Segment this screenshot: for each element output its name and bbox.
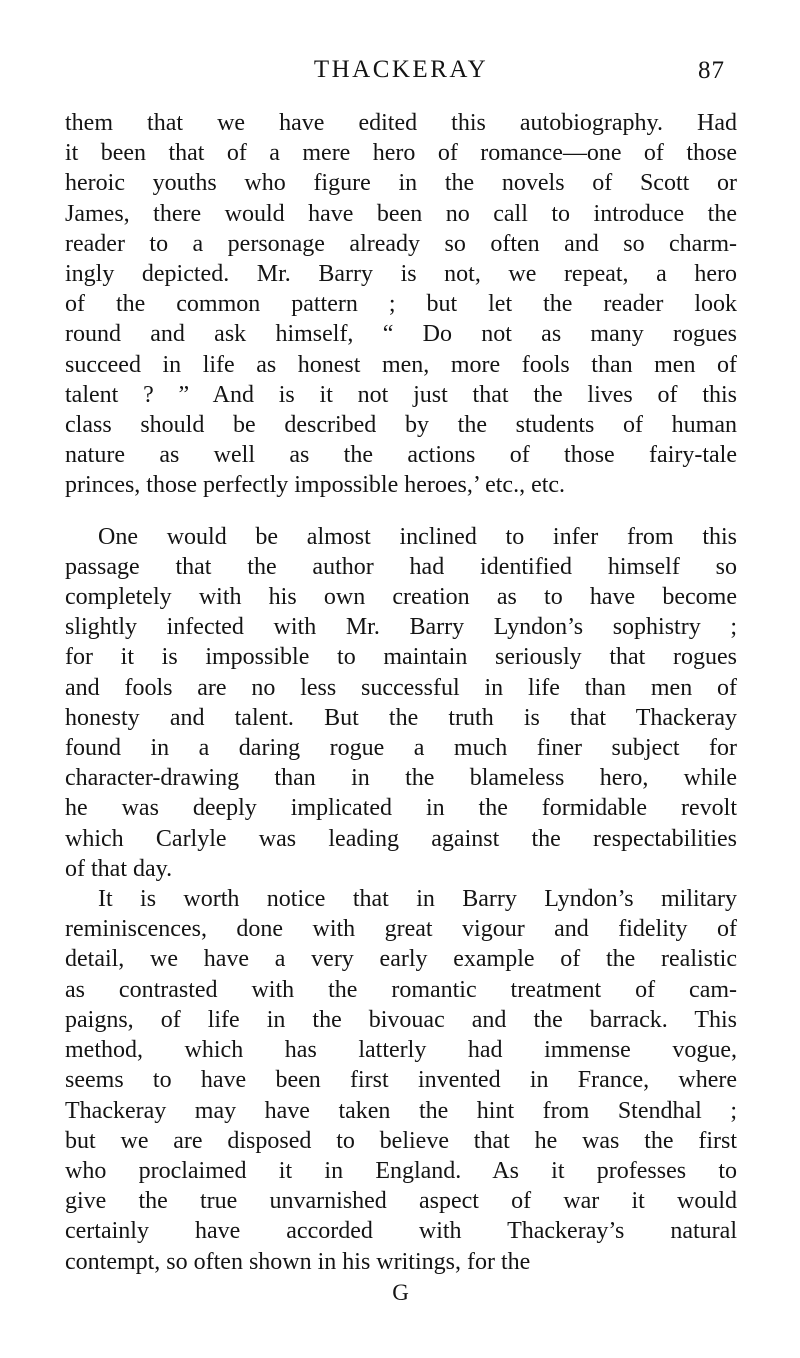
text-line: James, there would have been no call to introduce the [65, 200, 737, 227]
text-line: them that we have edited this autobiography. Had [65, 110, 737, 136]
text-line: paigns, of life in the bivouac and the barrack. This [65, 1006, 737, 1033]
text-line: reminiscences, done with great vigour and fidelity of [65, 916, 737, 943]
text-line: character-drawing than in the blameless hero, while [65, 765, 737, 792]
text-line: heroic youths who figure in the novels of Scott or [65, 170, 737, 197]
text-line: honesty and talent. But the truth is that Thackeray [65, 704, 737, 731]
text-line: give the true unvarnished aspect of war it would [65, 1188, 737, 1215]
running-header [65, 56, 737, 90]
paragraph [65, 108, 737, 501]
text-line: found in a daring rogue a much finer subject for [65, 735, 737, 762]
text-line: method, which has latterly had immense vogue, [65, 1037, 737, 1064]
text-line: class should be described by the students of human [65, 412, 737, 439]
text-line: who proclaimed it in England. As it professes to [65, 1157, 737, 1184]
page-number: 87 [698, 57, 725, 84]
text-line: passage that the author had identified himself so [65, 553, 737, 580]
text-line: talent ? ” And is it not just that the lives of this [65, 381, 737, 408]
text-line: of that day. [65, 855, 173, 882]
text-line: he was deeply implicated in the formidable revolt [65, 795, 737, 822]
text-line: it been that of a mere hero of romance—one of those [65, 140, 737, 167]
text-line: and fools are no less successful in life than men of [65, 674, 737, 701]
signature-mark: G [392, 1279, 410, 1305]
text-line: Thackeray may have taken the hint from Stendhal ; [65, 1097, 737, 1124]
text-line: succeed in life as honest men, more fools than men of [65, 351, 737, 378]
text-block [65, 108, 737, 1277]
text-line: ingly depicted. Mr. Barry is not, we repeat, a hero [65, 261, 737, 288]
text-line: which Carlyle was leading against the respectabilities [65, 825, 737, 852]
page-title: THACKERAY [313, 56, 489, 83]
text-line: but we are disposed to believe that he was the first [65, 1127, 737, 1154]
text-line: as contrasted with the romantic treatment of cam- [65, 976, 737, 1003]
text-line: certainly have accorded with Thackeray’s natural [65, 1218, 737, 1245]
text-line: for it is impossible to maintain seriously that rogues [65, 644, 737, 671]
text-line: reader to a personage already so often and so charm- [65, 230, 737, 257]
text-line: slightly infected with Mr. Barry Lyndon’s sophistry ; [65, 614, 737, 641]
text-line: One would be almost inclined to infer from this [98, 523, 737, 550]
paragraph [65, 884, 737, 1277]
text-line: nature as well as the actions of those fairy-tale [65, 442, 737, 469]
text-line: detail, we have a very early example of the realistic [65, 946, 737, 973]
text-line: contempt, so often shown in his writings, for the [65, 1248, 531, 1275]
paragraph [65, 522, 737, 884]
text-line: princes, those perfectly impossible heroes,’ etc., etc. [65, 472, 566, 499]
text-line: round and ask himself, “ Do not as many rogues [65, 321, 737, 348]
text-line: seems to have been first invented in France, where [65, 1067, 737, 1094]
text-line: of the common pattern ; but let the reader look [65, 291, 737, 318]
text-line: It is worth notice that in Barry Lyndon’s military [98, 886, 737, 913]
text-line: completely with his own creation as to have become [65, 584, 737, 611]
